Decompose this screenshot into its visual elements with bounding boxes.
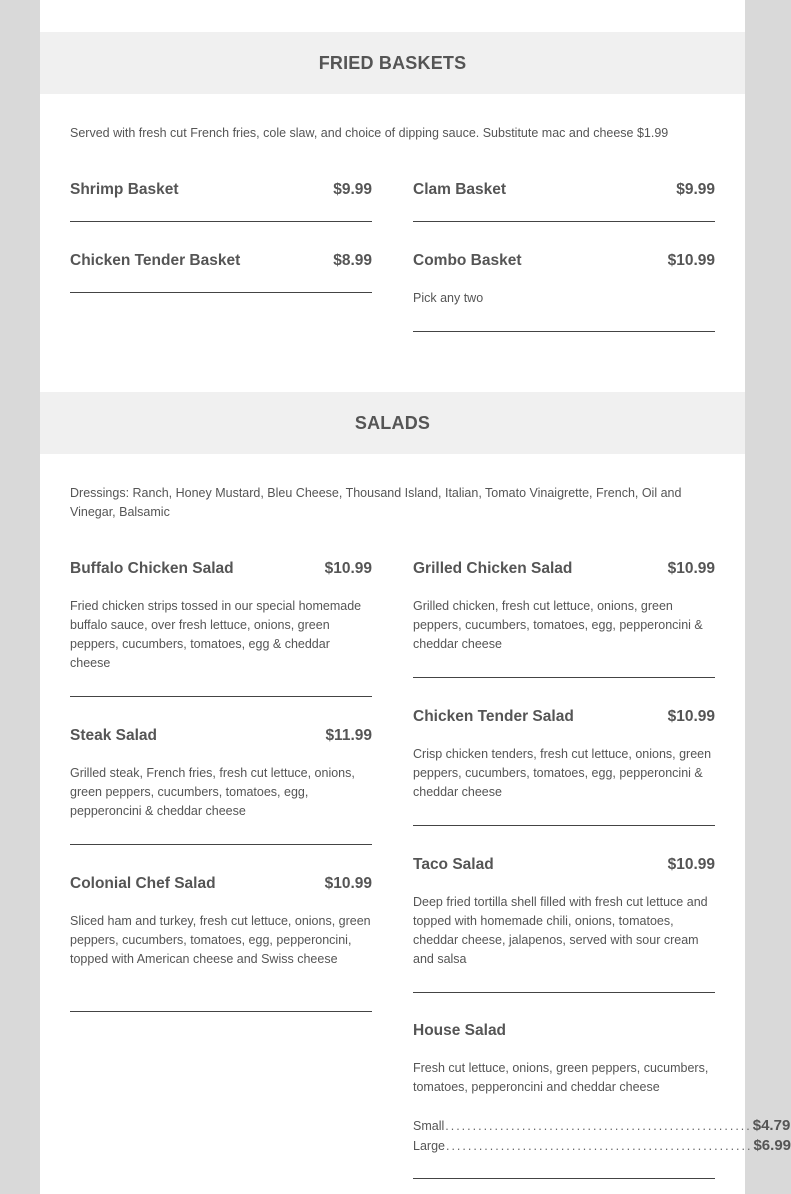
item-name: Chicken Tender Basket [70, 252, 241, 269]
section-intro: Dressings: Ranch, Honey Mustard, Bleu Cheese, Thousand Island, Italian, Tomato Vinaigrette, French, Oil and Vinegar, Balsamic [70, 486, 682, 519]
menu-item [70, 727, 372, 821]
item-price: $8.99 [333, 252, 372, 269]
menu-item [70, 560, 372, 673]
menu-item [413, 856, 715, 969]
dot-leader: ........................................................ [445, 1119, 752, 1133]
item-price: $10.99 [667, 708, 715, 725]
menu-item [70, 181, 372, 199]
menu-item [70, 252, 372, 270]
section-title: SALADS [354, 412, 431, 433]
item-description: Grilled steak, French fries, fresh cut lettuce, onions, green peppers, cucumbers, tomatoes, egg, pepperoncini & cheddar cheese [70, 766, 355, 818]
item-price: $10.99 [667, 252, 715, 269]
item-name: Chicken Tender Salad [413, 708, 574, 725]
item-price: $10.99 [667, 560, 715, 577]
item-description: Crisp chicken tenders, fresh cut lettuce, onions, green peppers, cucumbers, tomatoes, egg, pepperoncini & cheddar cheese [413, 747, 712, 799]
item-price: $10.99 [324, 875, 372, 892]
divider [70, 292, 372, 293]
item-description: Fresh cut lettuce, onions, green peppers, cucumbers, tomatoes, pepperoncini and cheddar cheese [413, 1061, 709, 1094]
menu-item [70, 875, 372, 969]
item-name: Shrimp Basket [70, 181, 179, 198]
item-name: House Salad [413, 1022, 507, 1039]
section-intro: Served with fresh cut French fries, cole slaw, and choice of dipping sauce. Substitute mac and cheese $1.99 [70, 126, 669, 140]
divider [413, 992, 715, 993]
section-header-salads [40, 392, 745, 454]
menu-item [413, 560, 715, 654]
section-title: FRIED BASKETS [318, 52, 467, 73]
item-price: $10.99 [667, 856, 715, 873]
item-price: $9.99 [333, 181, 372, 198]
dot-leader: ........................................................ [445, 1139, 753, 1153]
divider [70, 1011, 372, 1012]
menu-item [413, 708, 715, 802]
section-header-fried-baskets [40, 32, 745, 94]
item-name: Combo Basket [413, 252, 522, 269]
divider [70, 844, 372, 845]
menu-page [40, 0, 791, 1194]
divider [413, 221, 715, 222]
item-description: Grilled chicken, fresh cut lettuce, onions, green peppers, cucumbers, tomatoes, egg, pepperoncini & cheddar cheese [413, 599, 703, 651]
divider [413, 677, 715, 678]
item-name: Grilled Chicken Salad [413, 560, 573, 577]
menu-item [413, 1022, 791, 1156]
item-price: $10.99 [324, 560, 372, 577]
item-description: Pick any two [413, 291, 484, 305]
size-label: Small [413, 1119, 445, 1133]
item-name: Clam Basket [413, 181, 507, 198]
menu-item [413, 181, 715, 199]
item-description: Sliced ham and turkey, fresh cut lettuce, onions, green peppers, cucumbers, tomatoes, egg, pepperoncini, topped with American cheese and Swiss cheese [70, 914, 371, 966]
size-price: $4.79 [752, 1117, 791, 1134]
size-price-row [413, 1116, 791, 1136]
item-name: Taco Salad [413, 856, 494, 873]
item-description: Deep fried tortilla shell filled with fresh cut lettuce and topped with homemade chili, onions, tomatoes, cheddar cheese, jalapenos, served with sour cream and salsa [413, 895, 708, 966]
divider [413, 825, 715, 826]
divider [413, 331, 715, 332]
menu-item [413, 252, 715, 308]
size-price: $6.99 [753, 1137, 791, 1154]
size-label: Large [413, 1139, 445, 1153]
size-price-row [413, 1136, 791, 1156]
divider [413, 1178, 715, 1179]
item-description: Fried chicken strips tossed in our special homemade buffalo sauce, over fresh lettuce, onions, green peppers, cucumbers, tomatoes, egg & cheddar cheese [70, 599, 362, 670]
item-price: $11.99 [325, 727, 372, 744]
divider [70, 696, 372, 697]
item-name: Buffalo Chicken Salad [70, 560, 234, 577]
item-price: $9.99 [676, 181, 715, 198]
divider [70, 221, 372, 222]
item-name: Steak Salad [70, 727, 158, 744]
item-name: Colonial Chef Salad [70, 875, 216, 892]
